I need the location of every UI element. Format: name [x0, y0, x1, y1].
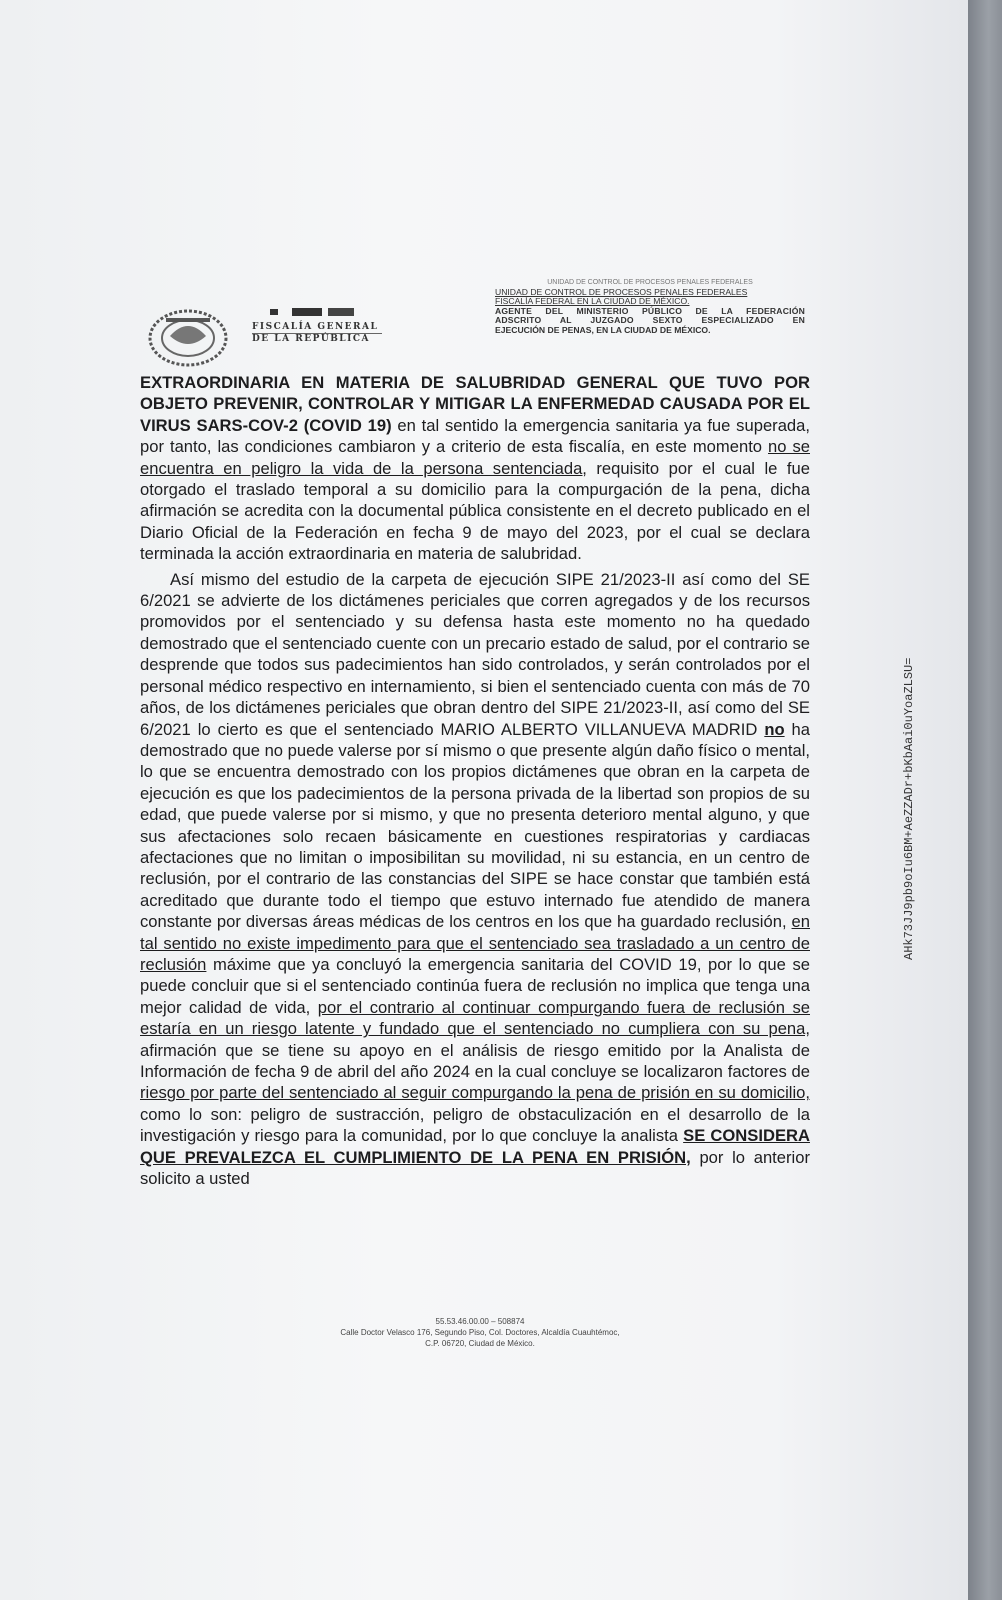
office-block: [495, 278, 805, 336]
footer-city: C.P. 06720, Ciudad de México.: [425, 1339, 535, 1348]
p2-underline-1: en tal sentido no existe impedimento para que el sentenciado sea trasladado a un centro de reclusión: [140, 912, 810, 974]
p2-underline-2: por el contrario al continuar compurgando fuera de reclusión se estaría en un riesgo latente y fundado que el sentenciado no cumpliera con su pena,: [140, 997, 810, 1039]
p2-underline-3: riesgo por parte del sentenciado al seguir compurgando la pena de prisión en su domicilio,: [140, 1083, 810, 1103]
document-body: [140, 372, 810, 1189]
p2-text-4: afirmación que se tiene su apoyo en el análisis de riesgo emitido por la Analista de Información de fecha 9 de abril del año 2024 en la cual concluye se localizaron factores de: [140, 1040, 810, 1081]
p2-text-2: ha demostrado que no puede valerse por sí mismo o que presente algún daño físico o mental, lo que se encuentra demostrado con los propios dictámenes que obran en la carpeta de ejecución es que los padecimientos de la persona privada de la libertad son propios de su edad, que puede valerse por si mismo, y que no presenta deterioro mental alguno, y que sus afectaciones solo recaen básicamente en cuestiones respiratorias y cardiacas afectaciones que no limitan o imposibilitan su movilidad, ni su estancia, en un centro de reclusión, por el contrario de las constancias del SIPE se hace constar que también está acreditado que durante todo el tiempo que estuvo internado fue atendido de manera constante por diversas áreas médicas de los centros en los que ha guardado reclusión,: [140, 719, 810, 932]
footer-address: Calle Doctor Velasco 176, Segundo Piso, Col. Doctores, Alcaldía Cuauhtémoc,: [340, 1328, 620, 1337]
letterhead: [140, 278, 820, 358]
footer: [270, 1316, 690, 1349]
fgr-logo-icon: [270, 306, 360, 318]
p1-underline-1: no se encuentra en peligro la vida de la persona sentenciada,: [140, 437, 810, 478]
national-seal-icon: [146, 306, 236, 368]
p2-bold-underline-conclusion: SE CONSIDERA QUE PREVALEZCA EL CUMPLIMIENTO DE LA PENA EN PRISIÓN,: [140, 1126, 810, 1167]
p2-text-1: Así mismo del estudio de la carpeta de ejecución SIPE 21/2023-II así como del SE 6/2021 se advierte de los dictámenes periciales que corren agregados y de los recursos promovidos por el sentenciado y su defensa hasta este momento no ha quedado demostrado que el sentenciado cuente con un precario estado de salud, por el contrario se desprende que todos sus padecimientos han sido controlados, y serán controlados por el personal médico respectivo en internamiento, si bien el sentenciado cuenta con más de 70 años, de los dictámenes periciales que obran dentro del SIPE 21/2023-II, así como del SE 6/2021 lo cierto es que el sentenciado MARIO ALBERTO VILLANUEVA MADRID: [140, 569, 810, 739]
office-line-2: FISCALÍA FEDERAL EN LA CIUDAD DE MÉXICO.: [495, 296, 690, 307]
office-line-3: AGENTE DEL MINISTERIO PÚBLICO DE LA FEDERACIÓN: [495, 305, 805, 316]
office-top-faint: UNIDAD DE CONTROL DE PROCESOS PENALES FEDERALES: [547, 279, 753, 286]
p2-text-3: máxime que ya concluyó la emergencia sanitaria del COVID 19, por lo que se puede concluir que si el sentenciado continúa fuera de reclusión no implica que tenga una mejor calidad de vida,: [140, 954, 810, 1017]
background-edge: [968, 0, 1002, 1600]
p2-bold-no: no: [764, 719, 785, 739]
paragraph-1: [140, 372, 810, 565]
agency-line1: FISCALÍA GENERAL: [252, 322, 379, 332]
agency-name: [252, 322, 382, 345]
bold-lead: EXTRAORDINARIA EN MATERIA DE SALUBRIDAD GENERAL QUE TUVO POR OBJETO PREVENIR, CONTROLAR Y MITIGAR LA ENFERMEDAD CAUSADA POR EL VIRUS SARS-COV-2 (COVID 19): [140, 373, 810, 435]
footer-phone: 55.53.46.00.00 – 508874: [435, 1317, 525, 1326]
agency-line2: DE LA REPÚBLICA: [252, 333, 382, 345]
p1-text-2: requisito por el cual le fue otorgado el traslado temporal a su domicilio para la compurgación de la pena, dicha afirmación se acredita con la documental pública consistente en el decreto publicado en el Diario Oficial de la Federación en fecha 9 de mayo del 2023, por el cual se declara terminada la acción extraordinaria en materia de salubridad.: [140, 458, 810, 564]
office-line-4: ADSCRITO AL JUZGADO SEXTO ESPECIALIZADO EN: [495, 315, 805, 326]
office-line-1: UNIDAD DE CONTROL DE PROCESOS PENALES FEDERALES: [495, 286, 748, 297]
paragraph-2: [140, 569, 810, 1190]
p2-text-5: como lo son: peligro de sustracción, peligro de obstaculización en el desarrollo de la investigación y riesgo para la comunidad, por lo que concluye la analista: [140, 1104, 810, 1146]
p2-text-6: por lo anterior solicito a usted: [140, 1147, 810, 1189]
side-verification-code: AHk73JJ9pb9oIu6BM+AeZZADr+bKbAai0uYoaZLSU=: [902, 657, 916, 960]
office-line-5: EJECUCIÓN DE PENAS, EN LA CIUDAD DE MÉXICO.: [495, 324, 711, 335]
p1-text-1: en tal sentido la emergencia sanitaria ya fue superada, por tanto, las condiciones cambiaron y a criterio de esta fiscalía, en este momento: [140, 415, 810, 457]
